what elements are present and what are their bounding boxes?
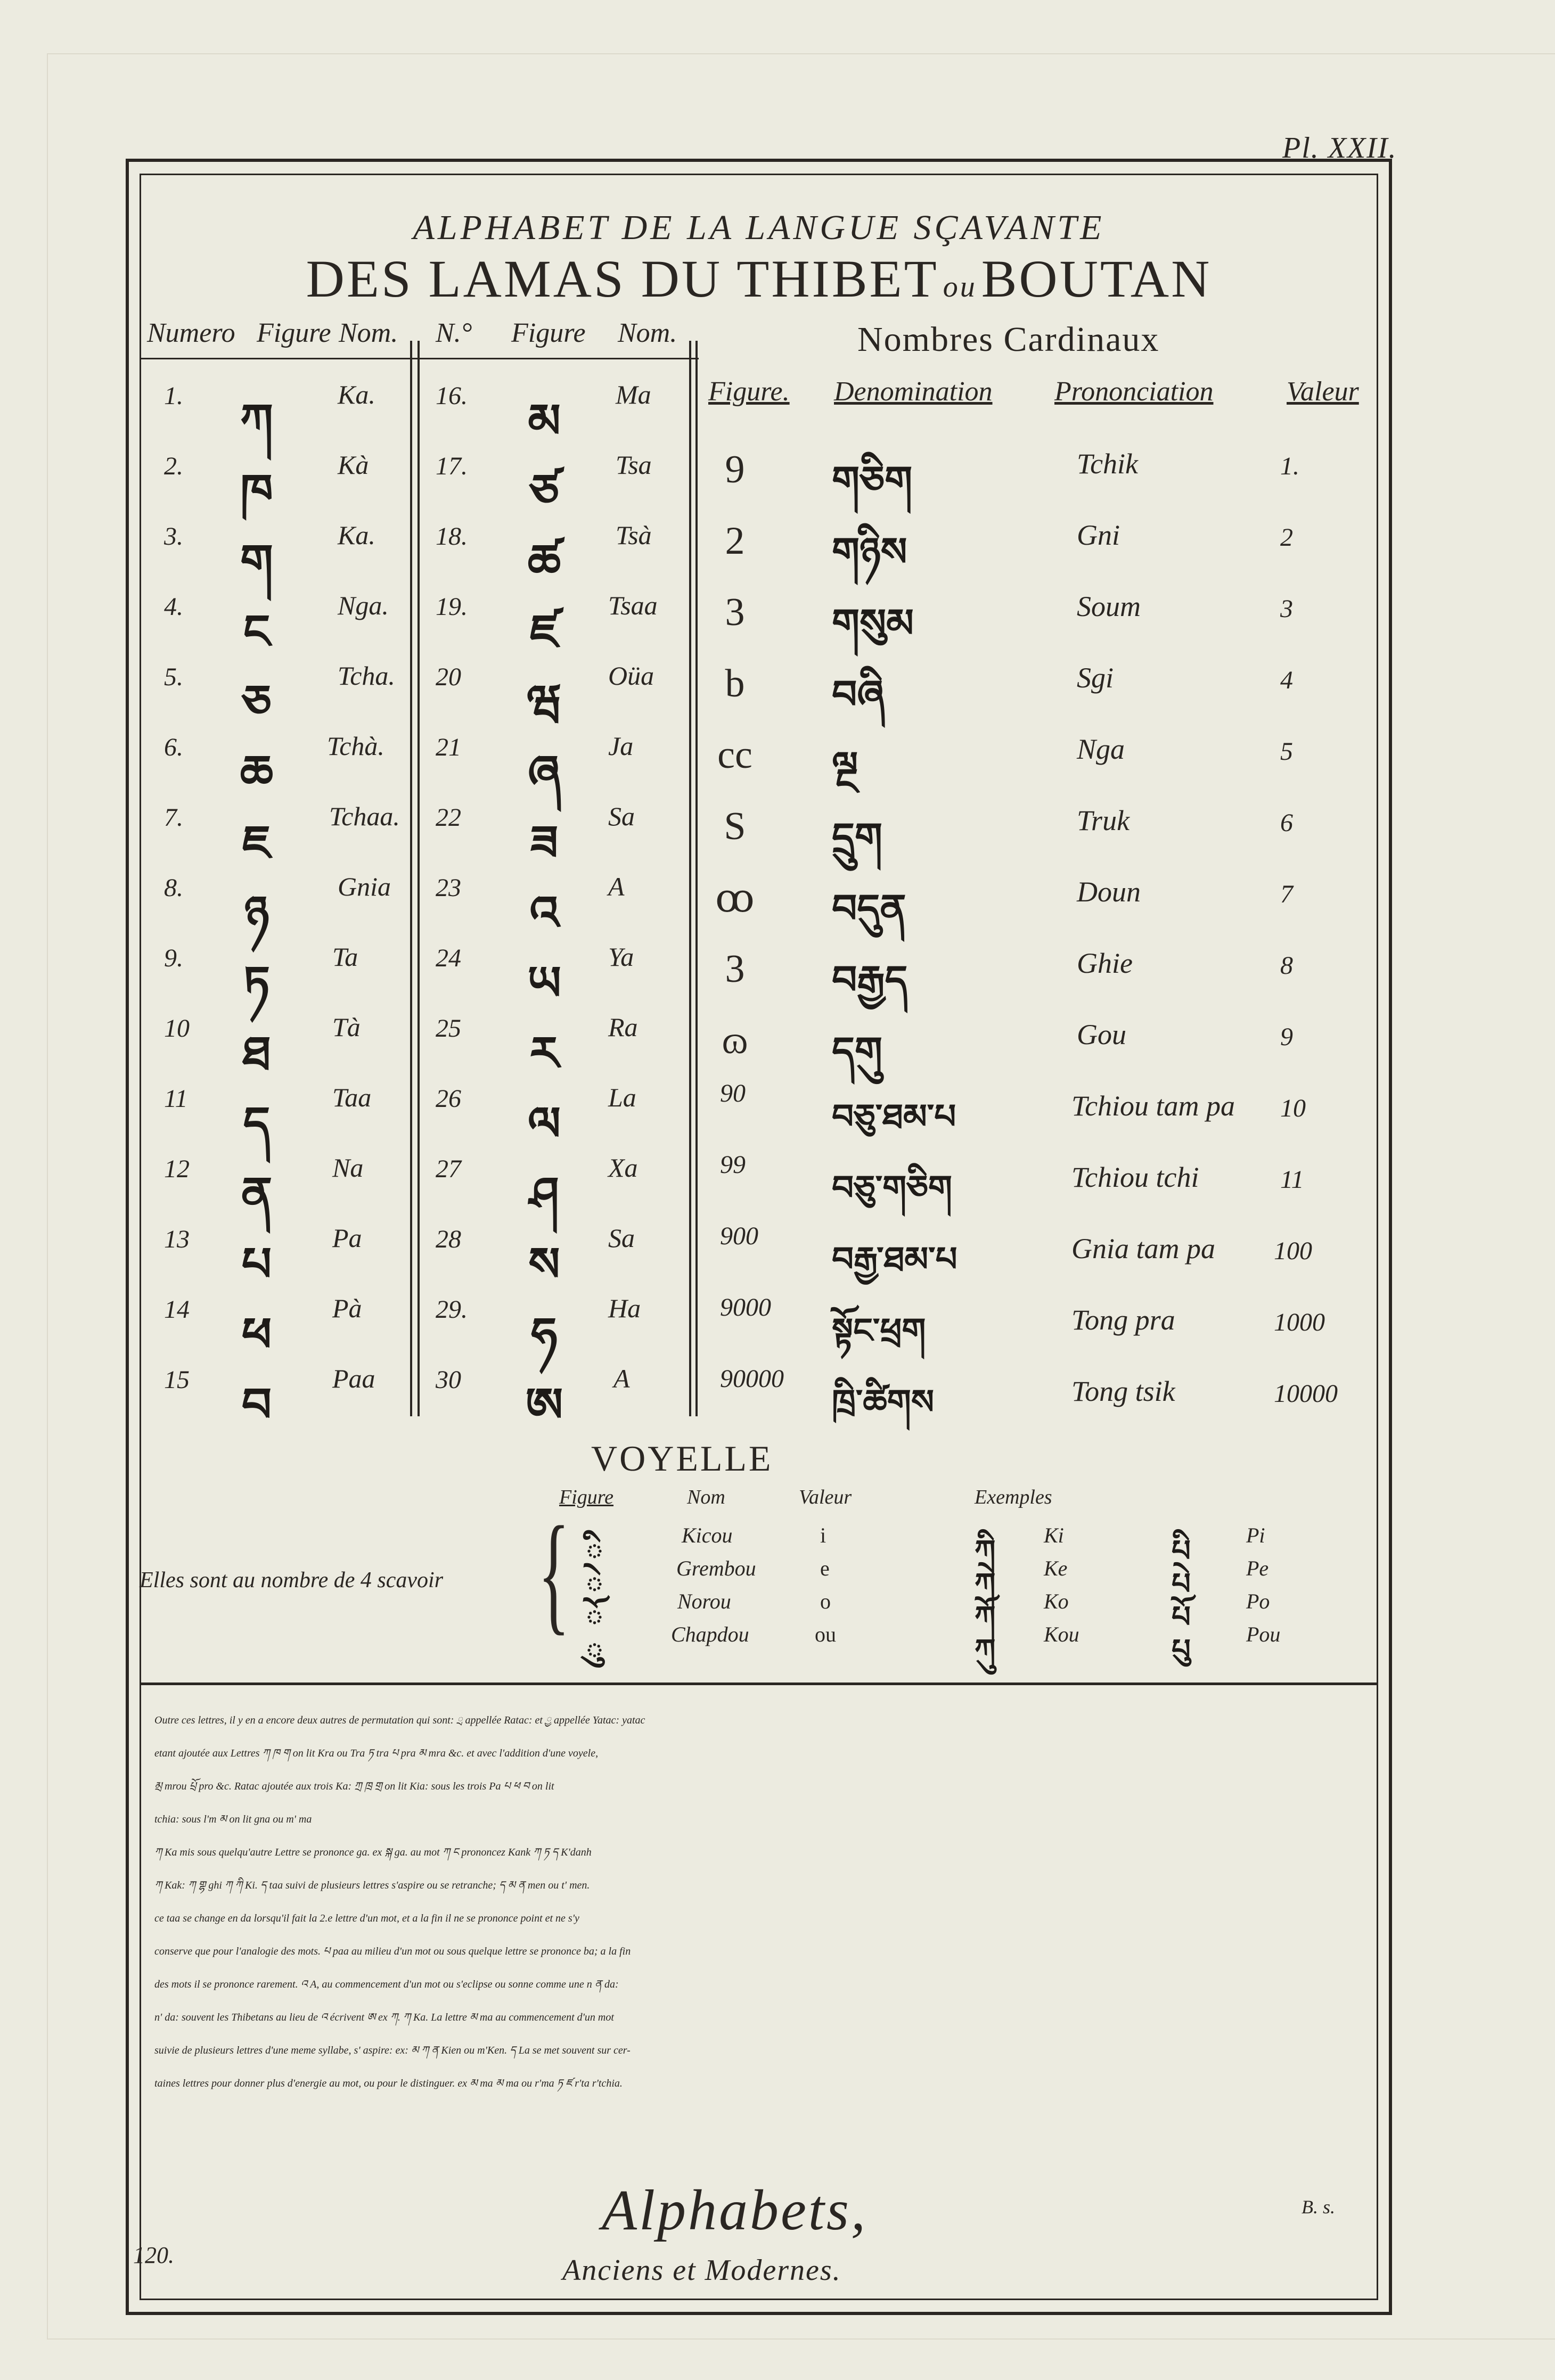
page-number: 120. — [133, 2242, 174, 2268]
cardinal-pronunciation: Ghie — [1077, 947, 1133, 979]
letter-name: Tchà. — [327, 731, 384, 761]
voyelle-header-figure: Figure — [559, 1486, 614, 1508]
cardinal-figure: 9000 — [720, 1293, 771, 1322]
letter-name: A — [608, 872, 625, 901]
letter-number: 3. — [164, 522, 183, 551]
voyelle-example-2: པེ — [1172, 1567, 1191, 1602]
letter-name: Ma — [616, 380, 651, 409]
cardinal-pronunciation: Tong pra — [1071, 1304, 1175, 1336]
header-no: N.° — [436, 318, 472, 348]
voyelle-nom: Norou — [677, 1589, 731, 1613]
letter-number: 9. — [164, 944, 183, 972]
letter-number: 2. — [164, 452, 183, 480]
cardinal-denomination: བརྒྱ་ཐམ་པ — [832, 1240, 957, 1279]
table-row — [421, 1146, 687, 1221]
letter-glyph: ད — [243, 1096, 271, 1151]
voyelle-title: VOYELLE — [591, 1438, 773, 1479]
cardinal-value: 7 — [1280, 880, 1293, 908]
voyelle-intro: Elles sont au nombre de 4 scavoir — [140, 1568, 444, 1593]
letter-number: 28 — [436, 1225, 461, 1253]
notes-line: etant ajoutée aux Lettres ཀ ཁ ག on lit Kra ou Tra ཏ tra པ pra མ mra &c. et avec l'addition d'une voyele, — [154, 1747, 599, 1759]
header-figure-cardinal: Figure. — [708, 376, 790, 407]
cardinal-value: 5 — [1280, 737, 1293, 766]
letter-name: Tsa — [616, 450, 652, 480]
letter-glyph: ཟ — [530, 815, 559, 870]
voyelle-example-2-text: Pou — [1246, 1622, 1281, 1646]
cardinal-value: 1000 — [1274, 1308, 1325, 1336]
letter-glyph: ག — [240, 534, 273, 589]
letter-number: 7. — [164, 803, 183, 832]
letter-name: Na — [332, 1153, 364, 1183]
table-row — [140, 724, 406, 800]
cardinal-pronunciation: Tchik — [1077, 448, 1139, 480]
letter-number: 10 — [164, 1014, 190, 1043]
table-row — [140, 935, 406, 1011]
voyelle-example-2-text: Pe — [1246, 1556, 1269, 1580]
cardinal-figure: b — [725, 662, 745, 705]
table-row — [421, 654, 687, 729]
letter-name: Tà — [332, 1012, 361, 1042]
table-row — [140, 1146, 406, 1221]
notes-line: des mots il se prononce rarement. འ A, au commencement d'un mot ou s'eclipse ou sonne comme une n ན da: — [154, 1979, 619, 1990]
cardinal-denomination: གཅིག — [832, 458, 913, 504]
header-nombres-cardinaux: Nombres Cardinaux — [857, 320, 1160, 359]
cardinal-denomination: བཅུ་ཐམ་པ — [832, 1097, 956, 1137]
header-nom-left: Nom. — [339, 318, 398, 348]
voyelle-figure: ོ — [586, 1601, 603, 1638]
letter-name: Ya — [608, 942, 634, 972]
letter-number: 30 — [436, 1366, 461, 1394]
table-row — [140, 513, 406, 589]
letter-number: 14 — [164, 1295, 190, 1324]
letter-number: 29. — [436, 1295, 468, 1324]
letter-glyph: ར — [529, 1026, 559, 1081]
letter-glyph: ལ — [527, 1096, 561, 1151]
letter-glyph: མ — [528, 393, 561, 448]
letter-name: Paa — [332, 1364, 375, 1393]
cardinal-value: 9 — [1280, 1023, 1293, 1051]
letter-name: Ka. — [338, 380, 375, 409]
voyelle-example-1: ཀུ — [975, 1633, 996, 1668]
table-row — [699, 1150, 1375, 1219]
letter-glyph: ང — [243, 604, 271, 659]
letter-glyph: ཐ — [242, 1026, 271, 1081]
letter-name: Ka. — [338, 520, 375, 550]
cardinal-figure: 900 — [720, 1222, 758, 1250]
letter-number: 20 — [436, 663, 461, 691]
table-row — [421, 865, 687, 940]
voyelle-example-2-text: Pi — [1246, 1523, 1265, 1547]
letter-glyph: ཧ — [531, 1307, 558, 1362]
header-prononciation: Prononciation — [1054, 376, 1214, 407]
voyelle-example-2: པུ — [1172, 1633, 1191, 1668]
letter-number: 6. — [164, 733, 183, 761]
letter-number: 22 — [436, 803, 461, 832]
letter-number: 21 — [436, 733, 461, 761]
divider-left-2 — [418, 341, 420, 1416]
letter-name: Xa — [608, 1153, 638, 1183]
cardinal-pronunciation: Soum — [1077, 590, 1141, 622]
voyelle-example-1: ཀི — [975, 1534, 996, 1569]
title-thibet: DES LAMAS DU THIBET — [306, 249, 939, 308]
table-row — [699, 865, 1375, 934]
cardinal-value: 10000 — [1274, 1380, 1338, 1408]
letter-number: 15 — [164, 1366, 190, 1394]
header-figure-right: Figure — [511, 318, 586, 348]
letter-number: 18. — [436, 522, 468, 551]
letter-number: 27 — [436, 1155, 461, 1183]
letter-name: Ta — [332, 942, 358, 972]
table-row — [699, 722, 1375, 791]
voyelle-example-1-text: Kou — [1044, 1622, 1079, 1646]
notes-line: ཀ Ka mis sous quelqu'autre Lettre se prononce ga. ex སྐ ga. au mot ཀ ང prononcez Kank ཀ ཏ ད K'danh — [154, 1846, 592, 1858]
header-denomination: Denomination — [834, 376, 993, 407]
header-numero: Numero — [147, 318, 235, 348]
cardinal-pronunciation: Gou — [1077, 1019, 1126, 1051]
divider-mid-1 — [689, 341, 691, 1416]
cardinal-figure: 99 — [720, 1151, 746, 1179]
table-row — [421, 443, 687, 519]
cardinal-figure: S — [724, 805, 746, 848]
table-row — [699, 1221, 1375, 1291]
table-row — [140, 1005, 406, 1081]
voyelle-example-2-text: Po — [1246, 1589, 1270, 1613]
cardinal-value: 8 — [1280, 951, 1293, 980]
cardinal-pronunciation: Gni — [1077, 519, 1120, 551]
cardinal-figure: ɷ — [722, 1019, 748, 1062]
letter-number: 13 — [164, 1225, 190, 1253]
letter-name: Sa — [608, 801, 635, 831]
cardinal-pronunciation: Sgi — [1077, 662, 1114, 694]
footer-title: Alphabets, — [602, 2179, 867, 2242]
table-row — [421, 1357, 687, 1432]
letter-glyph: ཚ — [527, 534, 561, 589]
table-row — [699, 437, 1375, 506]
voyelle-header-nom: Nom — [687, 1486, 725, 1508]
letter-name: Taa — [332, 1082, 372, 1112]
letter-name: Tchaa. — [329, 801, 400, 831]
cardinal-value: 1. — [1280, 452, 1299, 480]
cardinal-value: 10 — [1280, 1094, 1306, 1122]
cardinal-figure: 2 — [725, 519, 745, 563]
voyelle-example-1-text: Ki — [1044, 1523, 1064, 1547]
notes-top-rule — [140, 1683, 1378, 1685]
table-row — [699, 508, 1375, 577]
cardinal-figure: 90 — [720, 1079, 746, 1107]
cardinal-denomination: དགུ — [832, 1029, 882, 1074]
letter-glyph: ཕ — [241, 1307, 272, 1362]
voyelle-valeur: ou — [815, 1622, 836, 1646]
table-row — [421, 794, 687, 870]
letter-glyph: ཡ — [527, 956, 561, 1011]
cardinal-value: 2 — [1280, 523, 1293, 552]
cardinal-denomination: དྲུག — [832, 815, 882, 860]
letter-name: Gnia — [338, 872, 391, 901]
cardinal-denomination: གསུམ — [832, 601, 914, 646]
notes-line: མྲ mrou པྲོ pro &c. Ratac ajoutée aux trois Ka: ཀྲ ཁྲ གྲ on lit Kia: sous les trois Pa པ ཕ བ on lit — [154, 1780, 554, 1792]
cardinal-value: 6 — [1280, 809, 1293, 837]
letter-glyph: འ — [529, 885, 559, 940]
title-connector: ou — [943, 270, 977, 303]
letter-number: 25 — [436, 1014, 461, 1043]
voyelle-valeur: o — [820, 1589, 831, 1613]
cardinal-denomination: སྟོང་ཕྲག — [832, 1311, 926, 1351]
plate-label: Pl. XXII. — [1282, 132, 1397, 165]
letter-name: Nga. — [338, 590, 389, 620]
table-row — [421, 1286, 687, 1362]
cardinal-figure: 9 — [725, 448, 745, 491]
letter-glyph: ཇ — [242, 815, 271, 870]
table-row — [699, 1364, 1375, 1433]
voyelle-example-1-text: Ke — [1044, 1556, 1068, 1580]
table-row — [699, 579, 1375, 649]
voyelle-nom: Chapdou — [671, 1622, 749, 1646]
title-line-2 — [140, 248, 1378, 309]
letter-number: 1. — [164, 382, 183, 410]
footer-subtitle: Anciens et Modernes. — [562, 2254, 841, 2287]
header-figure-left: Figure — [257, 318, 331, 348]
voyelle-valeur: i — [820, 1523, 826, 1547]
table-row — [699, 1007, 1375, 1077]
letter-name: Sa — [608, 1223, 635, 1253]
letter-name: Kà — [338, 450, 369, 480]
voyelle-example-1: ཀེ — [975, 1567, 996, 1602]
table-row — [421, 724, 687, 800]
letter-number: 17. — [436, 452, 468, 480]
letter-glyph: བ — [241, 1377, 272, 1432]
voyelle-example-1-text: Ko — [1044, 1589, 1069, 1613]
table-row — [421, 513, 687, 589]
cardinal-denomination: བཅུ་གཅིག — [832, 1169, 952, 1208]
letter-name: Ha — [608, 1293, 641, 1323]
table-row — [421, 1005, 687, 1081]
table-row — [421, 584, 687, 659]
letter-number: 5. — [164, 663, 183, 691]
table-row — [699, 1079, 1375, 1148]
cardinal-denomination: ཁྲི་ཚིགས — [832, 1383, 935, 1422]
divider-mid-2 — [695, 341, 698, 1416]
table-row — [699, 936, 1375, 1005]
letter-number: 12 — [164, 1155, 190, 1183]
letter-glyph: ཏ — [243, 956, 270, 1011]
notes-line: tchia: sous l'm མ on lit gna ou m' ma — [154, 1813, 312, 1825]
table-row — [140, 443, 406, 519]
notes-line: Outre ces lettres, il y en a encore deux autres de permutation qui sont: ྲ appellée Ratac: et ྱ appellée Yatac: yatac — [154, 1714, 645, 1726]
letter-number: 16. — [436, 382, 468, 410]
cardinal-value: 4 — [1280, 666, 1293, 694]
letter-glyph: ཤ — [529, 1167, 559, 1221]
letter-name: Pà — [332, 1293, 362, 1323]
voyelle-brace: { — [538, 1499, 570, 1647]
letter-glyph: ས — [528, 1237, 560, 1292]
table-row — [421, 373, 687, 448]
notes-line: conserve que pour l'analogie des mots. པ paa au milieu d'un mot ou sous quelque lettre se prononce ba; a la fin — [154, 1946, 631, 1957]
letter-name: La — [608, 1082, 636, 1112]
letter-name: Ja — [608, 731, 634, 761]
letter-glyph: ཝ — [527, 675, 562, 729]
cardinal-pronunciation: Tchiou tchi — [1071, 1161, 1199, 1193]
header-nom-right: Nom. — [618, 318, 677, 348]
table-row — [554, 1622, 1353, 1671]
letter-glyph: ཙ — [529, 464, 559, 519]
notes-line: ce taa se change en da lorsqu'il fait la 2.e lettre d'un mot, et a la fin il ne se prononce point et ne s'y — [154, 1913, 579, 1924]
cardinal-denomination: བརྒྱད — [832, 957, 908, 1003]
letter-glyph: ཀ — [240, 393, 273, 448]
voyelle-example-2: པོ — [1172, 1600, 1191, 1635]
voyelle-nom: Grembou — [676, 1556, 756, 1580]
table-row — [140, 654, 406, 729]
cardinal-pronunciation: Tong tsik — [1071, 1375, 1175, 1407]
notes-line: n' da: souvent les Thibetans au lieu de འ écrivent ཨ ex ཀ. ཀ Ka. La lettre མ ma au commencement d'un mot — [154, 2012, 614, 2023]
voyelle-header-exemples: Exemples — [975, 1486, 1052, 1508]
cardinal-figure: ꝏ — [715, 877, 755, 921]
letter-number: 26 — [436, 1085, 461, 1113]
cardinal-figure: cc — [717, 733, 752, 777]
cardinal-figure: 90000 — [720, 1365, 784, 1393]
letter-glyph: ཆ — [240, 745, 274, 800]
letter-name: Tsà — [616, 520, 652, 550]
letter-glyph: ཁ — [240, 464, 273, 519]
cardinal-denomination: གཉིས — [832, 529, 907, 575]
notes-block — [154, 1704, 1369, 2100]
voyelle-example-1: ཀོ — [975, 1600, 996, 1635]
letter-glyph: ཅ — [242, 675, 272, 729]
table-row — [699, 1293, 1375, 1362]
letter-name: A — [613, 1364, 630, 1393]
voyelle-header-valeur: Valeur — [799, 1486, 852, 1508]
table-row — [140, 584, 406, 659]
cardinal-value: 100 — [1274, 1237, 1312, 1265]
cardinal-denomination: བཞི — [832, 672, 885, 718]
table-row — [421, 1076, 687, 1151]
cardinal-pronunciation: Truk — [1077, 805, 1130, 836]
cardinal-value: 11 — [1280, 1166, 1304, 1194]
cardinal-pronunciation: Doun — [1077, 876, 1141, 908]
letter-number: 24 — [436, 944, 461, 972]
title-boutan: BOUTAN — [981, 249, 1212, 308]
letter-number: 4. — [164, 593, 183, 621]
letter-name: Oüa — [608, 661, 654, 691]
letter-name: Ra — [608, 1012, 638, 1042]
title-line-1: ALPHABET DE LA LANGUE SÇAVANTE — [413, 208, 1105, 247]
table-row — [421, 1216, 687, 1292]
table-row — [140, 865, 406, 940]
voyelle-figure: ུ — [586, 1634, 603, 1671]
cardinal-pronunciation: Tchiou tam pa — [1071, 1090, 1235, 1122]
notes-line: ཀ Kak: ཀ གྷ ghi ཀ ཀི Ki. ད taa suivi de plusieurs lettres s'aspire ou se retranche; ད མ ན men ou t' men. — [154, 1880, 590, 1891]
cardinal-figure: 3 — [725, 947, 745, 991]
letter-number: 11 — [164, 1085, 188, 1113]
cardinal-pronunciation: Gnia tam pa — [1071, 1233, 1215, 1265]
notes-line: taines lettres pour donner plus d'energie au mot, ou pour le distinguer. ex མ ma མ ma ou r'ma ཏ ཛ r'ta r'tchia. — [154, 2078, 623, 2089]
letter-glyph: ཞ — [528, 745, 561, 800]
letter-number: 23 — [436, 874, 461, 902]
letter-glyph: པ — [241, 1237, 272, 1292]
cardinal-denomination: བདུན — [832, 886, 906, 932]
table-row — [140, 1286, 406, 1362]
table-row — [699, 651, 1375, 720]
cardinal-value: 3 — [1280, 595, 1293, 623]
letter-glyph: ཛ — [530, 604, 559, 659]
table-row — [140, 1216, 406, 1292]
table-row — [140, 794, 406, 870]
letter-number: 19. — [436, 593, 468, 621]
letter-glyph: ན — [241, 1167, 273, 1221]
letter-name: Tcha. — [338, 661, 395, 691]
engraver-mark: B. s. — [1302, 2196, 1335, 2218]
letter-number: 8. — [164, 874, 183, 902]
voyelle-figure: ེ — [586, 1568, 603, 1605]
cardinal-pronunciation: Nga — [1077, 733, 1125, 765]
voyelle-figure: ི — [586, 1535, 603, 1572]
table-row — [421, 935, 687, 1011]
table-row — [140, 1357, 406, 1432]
letter-name: Pa — [332, 1223, 362, 1253]
notes-line: suivie de plusieurs lettres d'une meme syllabe, s' aspire: ex: མ ཀ ན Kien ou m'Ken. ད La se met souvent sur cer- — [154, 2045, 631, 2056]
header-valeur: Valeur — [1287, 376, 1359, 407]
letter-glyph: ཉ — [244, 885, 269, 940]
cardinal-denomination: ལྔ — [832, 743, 858, 789]
table-row — [140, 373, 406, 448]
letter-glyph: ཨ — [525, 1377, 563, 1432]
divider-left-1 — [410, 341, 412, 1416]
voyelle-nom: Kicou — [682, 1523, 733, 1547]
letter-name: Tsaa — [608, 590, 658, 620]
voyelle-valeur: e — [820, 1556, 830, 1580]
table-row — [140, 1076, 406, 1151]
cardinal-figure: 3 — [725, 590, 745, 634]
voyelle-example-2: པི — [1172, 1534, 1191, 1569]
table-row — [699, 793, 1375, 863]
